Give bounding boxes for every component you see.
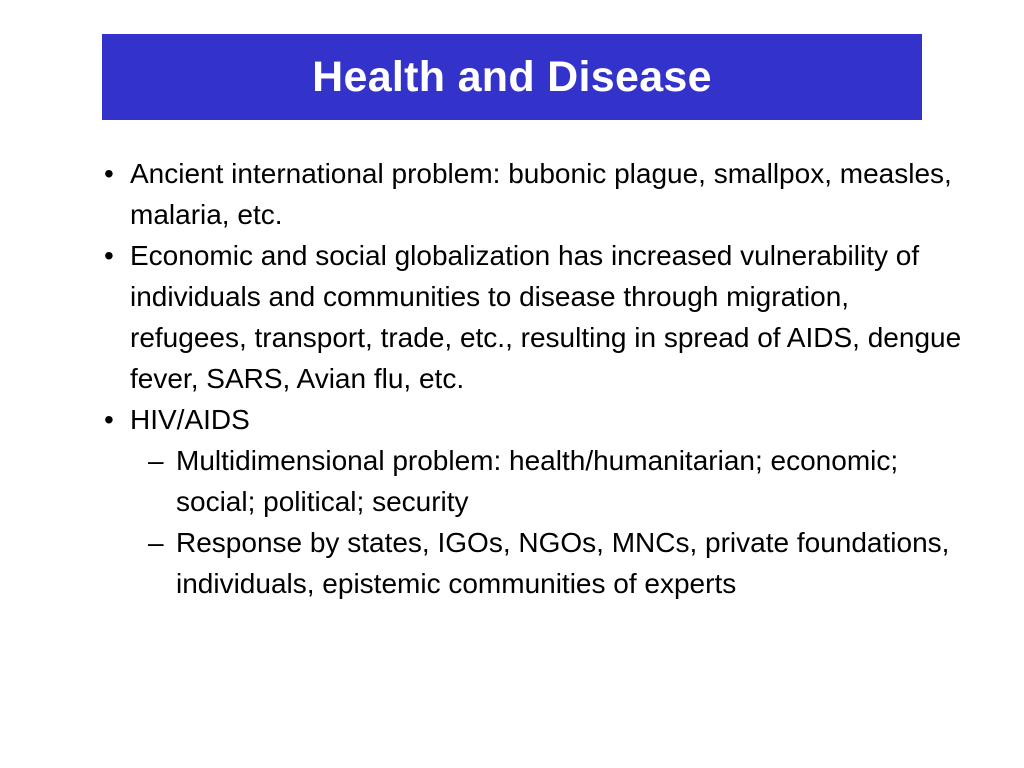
bullet-item bbox=[104, 153, 964, 235]
bullet-item bbox=[104, 399, 964, 440]
bullet-text: Ancient international problem: bubonic plague, smallpox, measles, malaria, etc. bbox=[130, 158, 952, 230]
slide-title: Health and Disease bbox=[312, 52, 712, 101]
bullet-list bbox=[104, 153, 964, 604]
title-bar bbox=[102, 34, 922, 120]
sub-bullet-marker: – bbox=[148, 527, 164, 558]
sub-bullet-item bbox=[104, 440, 964, 522]
bullet-marker: • bbox=[104, 404, 114, 435]
bullet-marker: • bbox=[104, 240, 114, 271]
sub-bullet-text: Response by states, IGOs, NGOs, MNCs, private foundations, individuals, epistemic communities of experts bbox=[176, 527, 950, 599]
bullet-marker: • bbox=[104, 158, 114, 189]
sub-bullet-item bbox=[104, 522, 964, 604]
sub-bullet-text: Multidimensional problem: health/humanitarian; economic; social; political; security bbox=[176, 445, 899, 517]
bullet-item bbox=[104, 235, 964, 399]
bullet-text: Economic and social globalization has increased vulnerability of individuals and communities to disease through migration, refugees, transport, trade, etc., resulting in spread of AIDS, dengue fever, SARS, Avian flu, etc. bbox=[130, 240, 962, 394]
sub-bullet-marker: – bbox=[148, 445, 164, 476]
bullet-text: HIV/AIDS bbox=[130, 404, 250, 435]
